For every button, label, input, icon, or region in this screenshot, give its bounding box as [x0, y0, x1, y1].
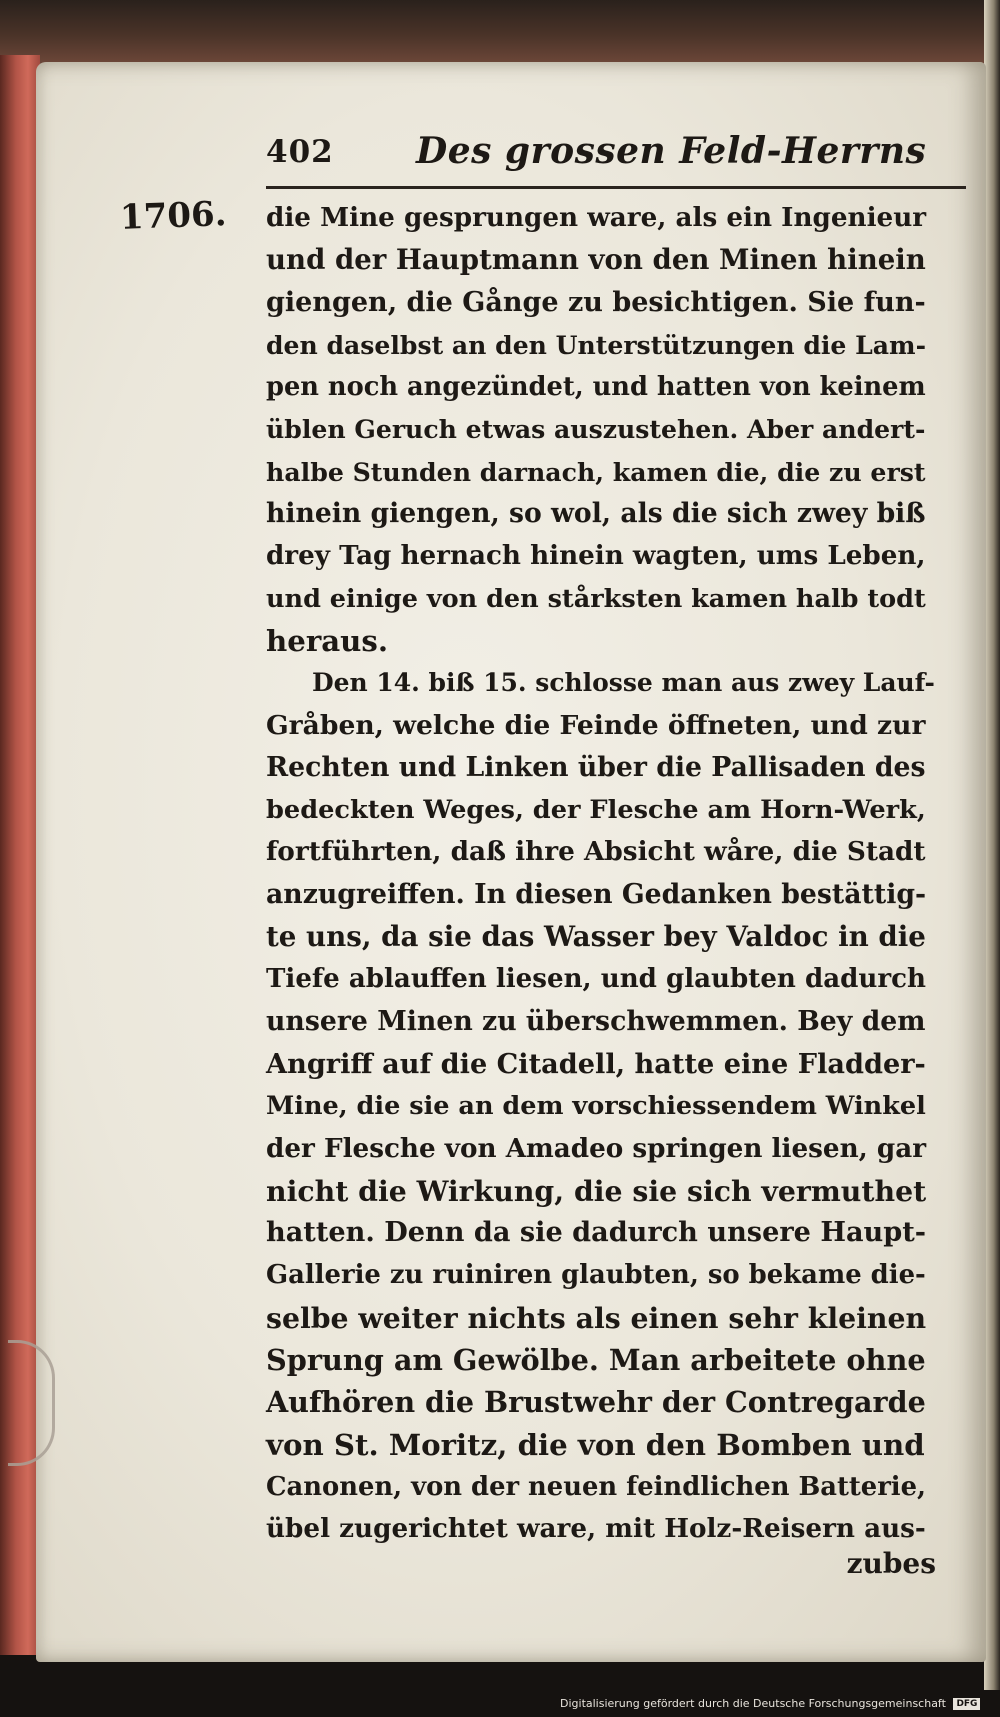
credit-text: Digitalisierung gefördert durch die Deutsche Forschungsgemeinschaft — [560, 1697, 946, 1710]
text-line: Rechten und Linken über die Pallisaden des — [266, 751, 926, 783]
text-line: hinein giengen, so wol, als die sich zwey biß — [266, 498, 926, 530]
text-line: die Mine gesprungen ware, als ein Ingenieur — [266, 202, 927, 233]
text-line: üblen Geruch etwas auszustehen. Aber andert- — [266, 414, 926, 445]
text-line: Aufhören die Brustwehr der Contregarde — [266, 1385, 926, 1420]
text-line: von St. Moritz, die von den Bomben und — [266, 1427, 925, 1462]
page-clip — [8, 1340, 55, 1466]
page-number: 402 — [266, 134, 334, 170]
text-line: drey Tag hernach hinein wagten, ums Leben, — [266, 540, 926, 572]
text-line: übel zugerichtet ware, mit Holz-Reisern aus- — [266, 1513, 926, 1545]
text-line: selbe weiter nichts als einen sehr kleinen — [266, 1300, 927, 1335]
text-line: pen noch angezündet, und hatten von keinem — [266, 372, 926, 403]
text-line: Tiefe ablauffen liesen, und glaubten dadurch — [266, 963, 926, 995]
text-line: Angriff auf die Citadell, hatte eine Fladder- — [266, 1047, 926, 1080]
dfg-logo: DFG — [953, 1698, 980, 1710]
text-line: giengen, die Gånge zu besichtigen. Sie fun- — [266, 286, 926, 318]
text-line: Sprung am Gewölbe. Man arbeitete ohne — [266, 1343, 926, 1378]
text-line: unsere Minen zu überschwemmen. Bey dem — [266, 1005, 926, 1037]
page-edges-right — [984, 0, 1000, 1717]
text-line: Gråben, welche die Feinde öffneten, und zur — [266, 709, 926, 741]
text-line: Mine, die sie an dem vorschiessendem Winkel — [266, 1091, 926, 1122]
text-line: nicht die Wirkung, die sie sich vermuthet — [266, 1173, 927, 1208]
text-line: Den 14. biß 15. schlosse man aus zwey Lauf- — [312, 668, 935, 698]
text-line: Gallerie zu ruiniren glaubten, so bekame die- — [266, 1260, 926, 1291]
running-header — [266, 128, 966, 189]
text-block — [266, 128, 966, 1580]
body-text — [266, 197, 966, 1551]
text-line: anzugreiffen. In diesen Gedanken bestättig- — [266, 878, 927, 910]
text-line: der Flesche von Amadeo springen liesen, gar — [266, 1132, 927, 1164]
text-line: bedeckten Weges, der Flesche am Horn-Werk, — [266, 795, 926, 826]
text-line: heraus. — [266, 623, 389, 658]
running-title: Des grossen Feld-Herrns — [416, 130, 927, 172]
text-line: und einige von den stårksten kamen halb todt — [266, 583, 926, 614]
text-line: fortführten, daß ihre Absicht wåre, die Stadt — [266, 836, 926, 868]
text-line: und der Hauptmann von den Minen hinein — [266, 243, 926, 277]
text-line: den daselbst an den Unterstützungen die Lam- — [266, 329, 926, 360]
margin-year: 1706. — [119, 194, 228, 238]
digitization-credit — [560, 1697, 980, 1710]
text-line: Canonen, von der neuen feindlichen Batterie, — [266, 1471, 926, 1502]
text-line: hatten. Denn da sie dadurch unsere Haupt- — [266, 1217, 926, 1249]
catchword: zubes — [846, 1546, 936, 1580]
text-line: te uns, da sie das Wasser bey Valdoc in die — [266, 920, 926, 954]
text-line: halbe Stunden darnach, kamen die, die zu erst — [266, 456, 926, 487]
